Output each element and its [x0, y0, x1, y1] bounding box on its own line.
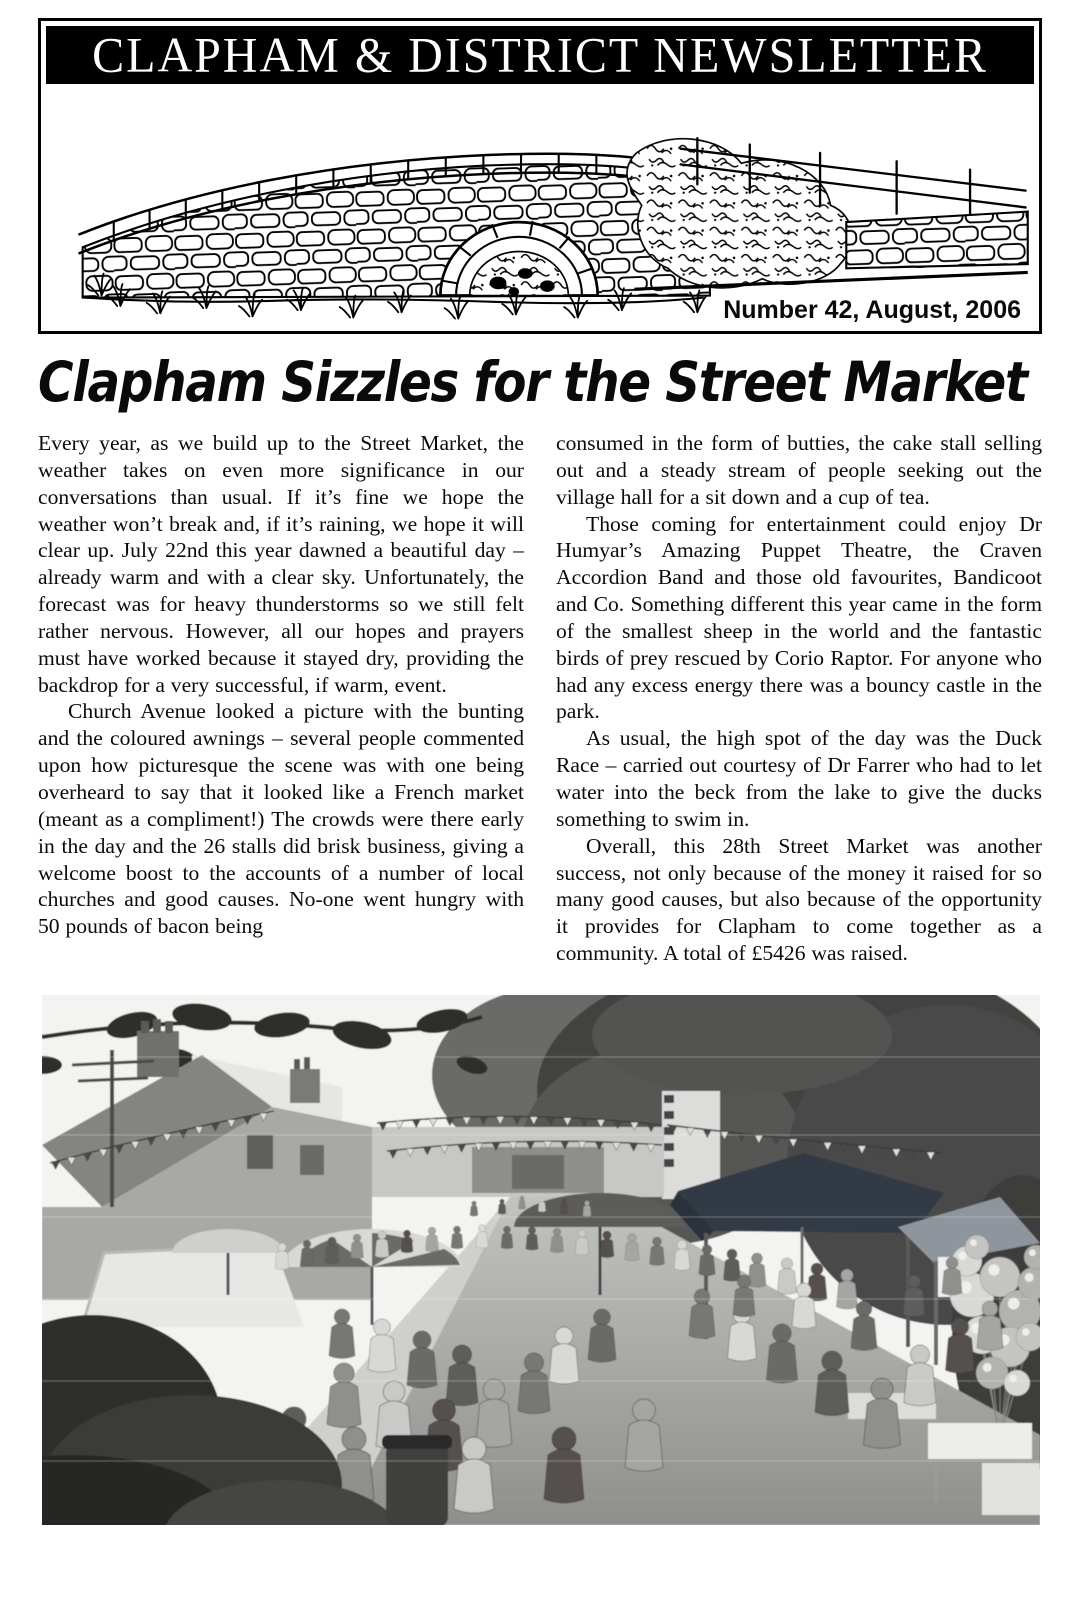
article-paragraph: As usual, the high spot of the day was the Duck Race – carried out courtesy of Dr Farrer who had to let water into the beck from the lake to give the ducks something to swim in.: [556, 726, 1042, 831]
masthead-box: [38, 18, 1042, 334]
article-paragraph: Every year, as we build up to the Street Market, the weather takes on even more significance in our conversations than usual. If it’s fine we hope the weather won’t break and, if it’s raining, we hope it will clear up. July 22nd this year dawned a beautiful day – already warm and with a clear sky. Unfortunately, the forecast was for heavy thunderstorms so we still felt rather nervous. However, all our hopes and prayers must have worked because it stayed dry, providing the backdrop for a very successful, if warm, event.: [38, 431, 524, 697]
marquee-tent: [82, 1245, 304, 1327]
issue-number: Number 42, August, 2006: [715, 296, 1021, 325]
newsletter-title: CLAPHAM & DISTRICT NEWSLETTER: [92, 27, 988, 83]
article-column-right: [556, 430, 1042, 967]
bridge-illustration: [47, 87, 1033, 327]
litter-bin: [382, 1435, 452, 1525]
article-body: [38, 430, 1042, 967]
bridge-wall: [78, 154, 709, 304]
headline: Clapham Sizzles for the Street Market: [38, 350, 1027, 414]
article-paragraph: Overall, this 28th Street Market was another success, not only because of the money it raised for so many good causes, but also because of the opportunity it provides for Clapham to come together as a community. A total of £5426 was raised.: [556, 833, 1042, 966]
street-market-photo: [42, 995, 1040, 1525]
stage: [372, 1127, 664, 1197]
article-paragraph: consumed in the form of butties, the cake stall selling out and a steady stream of people seeking out the village hall for a sit down and a cup of tea.: [556, 431, 1042, 509]
article-paragraph: Church Avenue looked a picture with the bunting and the coloured awnings – several people commented upon how picturesque the scene was with one being overheard to say that it looked like a French market (meant as a compliment!) The crowds were there early in the day and the 26 stalls did brisk business, giving a welcome boost to the accounts of a number of local churches and good causes. No-one went hungry with 50 pounds of bacon being: [38, 699, 524, 939]
article-paragraph: Those coming for entertainment could enjoy Dr Humyar’s Amazing Puppet Theatre, the Craven Accordion Band and those old favourites, Bandicoot and Co. Something different this year came in the form of the smallest sheep in the world and the fantastic birds of prey rescued by Corio Raptor. For anyone who had any excess energy there was a bouncy castle in the park.: [556, 511, 1042, 724]
article-column-left: [38, 430, 524, 967]
masthead-bar: [46, 26, 1034, 84]
